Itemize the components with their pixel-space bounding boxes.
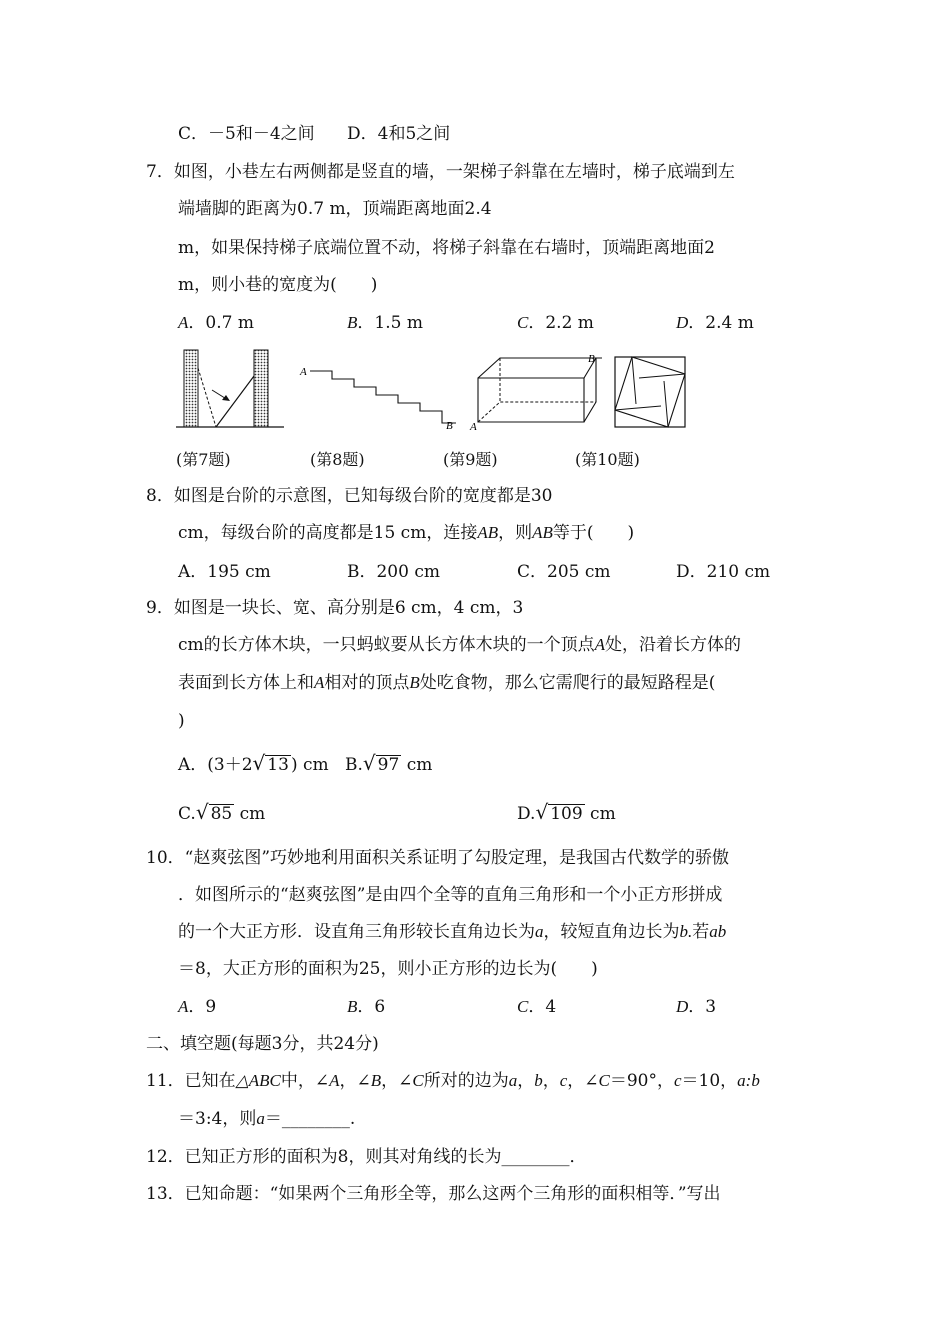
figure-9-cuboid	[466, 350, 602, 432]
q6-option-d: D．4和5之间	[347, 124, 451, 144]
q9-line-1: 9．如图是一块长、宽、高分别是6 cm，4 cm，3	[146, 598, 524, 618]
q6-option-c: C．－5和－4之间	[178, 124, 315, 144]
q10-line-4: ＝8，大正方形的面积为25，则小正方形的边长为( )	[178, 959, 598, 979]
q8-option-c: C．205 cm	[517, 562, 611, 582]
figure-7-alley-ladder	[176, 346, 284, 430]
q10-line-2: ．如图所示的“赵爽弦图”是由四个全等的直角三角形和一个小正方形拼成	[178, 885, 723, 905]
q9-line-2: cm的长方体木块，一只蚂蚁要从长方体木块的一个顶点A处，沿着长方体的	[178, 635, 742, 655]
q10-option-a: A．9	[178, 997, 217, 1017]
caption-fig7: (第7题)	[176, 450, 231, 469]
q7-line-1: 7．如图，小巷左右两侧都是竖直的墙，一架梯子斜靠在左墙时，梯子底端到左	[146, 162, 735, 182]
q13-line: 13．已知命题：“如果两个三角形全等，那么这两个三角形的面积相等．”写出	[146, 1184, 721, 1204]
q9-option-b: B.√ 97 cm	[345, 751, 433, 775]
fig8-label-a: A	[300, 366, 307, 378]
figure-8-stairs	[298, 360, 466, 432]
q10-option-b: B．6	[347, 997, 386, 1017]
caption-fig10: (第10题)	[575, 450, 640, 469]
fig9-label-b: B	[588, 353, 595, 365]
figure-10-zhao-shuang-diagram	[614, 356, 688, 428]
caption-fig8: (第8题)	[310, 450, 365, 469]
fig9-label-a: A	[470, 421, 477, 432]
q10-line-1: 10．“赵爽弦图”巧妙地利用面积关系证明了勾股定理，是我国古代数学的骄傲	[146, 848, 730, 868]
q8-option-d: D．210 cm	[676, 562, 771, 582]
q8-line-2: cm，每级台阶的高度都是15 cm，连接AB，则AB等于( )	[178, 523, 635, 543]
q12-line: 12．已知正方形的面积为8，则其对角线的长为________．	[146, 1147, 587, 1167]
q10-option-d: D．3	[676, 997, 717, 1017]
q7-option-c: C．2.2 m	[517, 313, 594, 333]
q9-option-c: C.√ 85 cm	[178, 800, 266, 824]
q9-line-3: 表面到长方体上和A相对的顶点B处吃食物，那么它需爬行的最短路程是(	[178, 673, 716, 693]
fig8-label-b: B	[446, 420, 453, 432]
q11-line-2: ＝3:4，则a＝________.	[178, 1109, 356, 1129]
q8-line-1: 8．如图是台阶的示意图，已知每级台阶的宽度都是30	[146, 486, 553, 506]
q10-line-3: 的一个大正方形．设直角三角形较长直角边长为a，较短直角边长为b.若ab	[178, 922, 727, 942]
q7-line-2: 端墙脚的距离为0.7 m，顶端距离地面2.4	[178, 199, 492, 219]
q10-option-c: C．4	[517, 997, 557, 1017]
q11-line-1: 11．已知在△ABC中，∠A，∠B，∠C所对的边为a，b，c，∠C＝90°，c＝10，a:b	[146, 1071, 760, 1091]
q8-option-a: A．195 cm	[178, 562, 271, 582]
q7-option-d: D．2.4 m	[676, 313, 754, 333]
q7-line-3: m，如果保持梯子底端位置不动，将梯子斜靠在右墙时，顶端距离地面2	[178, 238, 715, 258]
q7-line-4: m，则小巷的宽度为( )	[178, 275, 378, 295]
caption-fig9: (第9题)	[443, 450, 498, 469]
section-heading-fill-in: 二、填空题(每题3分，共24分)	[146, 1034, 379, 1054]
q9-option-a: A．(3＋2√ 13 ) cm	[178, 751, 329, 775]
q9-line-4: )	[178, 711, 185, 731]
q8-option-b: B．200 cm	[347, 562, 440, 582]
q9-option-d: D.√ 109 cm	[517, 800, 616, 824]
q7-option-b: B．1.5 m	[347, 313, 423, 333]
q7-option-a: A．0.7 m	[178, 313, 254, 333]
